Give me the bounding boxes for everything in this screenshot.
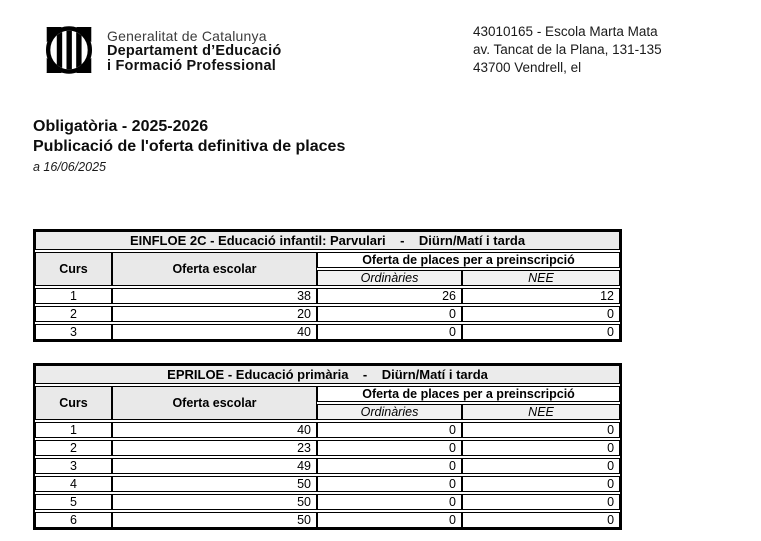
table-eprilloe-title: EPRILOE - Educació primària - Diürn/Matí i tarda: [35, 365, 620, 384]
table-row: [35, 422, 620, 438]
generalitat-logo-block: [46, 26, 92, 74]
cell-curs: 3: [35, 324, 112, 340]
cell-nee: 0: [462, 512, 620, 528]
document-date: a 16/06/2025: [33, 160, 106, 174]
cell-oferta: 50: [112, 476, 317, 492]
cell-nee: 0: [462, 440, 620, 456]
cell-nee: 0: [462, 422, 620, 438]
col-header-curs: Curs: [35, 386, 112, 420]
cell-ordinaries: 0: [317, 458, 462, 474]
col-header-ordinaries: Ordinàries: [317, 404, 462, 420]
cell-oferta: 49: [112, 458, 317, 474]
department-name-line2: i Formació Professional: [107, 58, 276, 74]
col-header-oferta-escolar: Oferta escolar: [112, 252, 317, 286]
col-header-curs: Curs: [35, 252, 112, 286]
col-header-nee: NEE: [462, 270, 620, 286]
cell-nee: 12: [462, 288, 620, 304]
document-title-block: [33, 117, 345, 174]
cell-curs: 1: [35, 422, 112, 438]
table-einfloe-title: EINFLOE 2C - Educació infantil: Parvulari - Diürn/Matí i tarda: [35, 231, 620, 250]
cell-curs: 1: [35, 288, 112, 304]
cell-ordinaries: 0: [317, 494, 462, 510]
cell-oferta: 38: [112, 288, 317, 304]
cell-oferta: 50: [112, 494, 317, 510]
generalitat-senyera-icon: [46, 26, 92, 74]
table-row: [35, 458, 620, 474]
department-name-line1: Departament d’Educació: [107, 43, 282, 59]
school-city: 43700 Vendrell, el: [473, 60, 582, 75]
cell-ordinaries: 0: [317, 306, 462, 322]
school-info-block: [473, 23, 662, 77]
cell-oferta: 40: [112, 422, 317, 438]
col-header-ordinaries: Ordinàries: [317, 270, 462, 286]
cell-ordinaries: 26: [317, 288, 462, 304]
document-title-line1: Obligatòria - 2025-2026: [33, 118, 209, 135]
cell-oferta: 20: [112, 306, 317, 322]
department-name-block: [107, 29, 281, 74]
cell-ordinaries: 0: [317, 440, 462, 456]
table-row: [35, 288, 620, 304]
col-header-preinscripcio-group: Oferta de places per a preinscripció: [317, 252, 620, 268]
table-row: [35, 324, 620, 340]
col-header-oferta-escolar: Oferta escolar: [112, 386, 317, 420]
cell-curs: 2: [35, 440, 112, 456]
cell-ordinaries: 0: [317, 512, 462, 528]
cell-ordinaries: 0: [317, 476, 462, 492]
cell-oferta: 23: [112, 440, 317, 456]
table-row: [35, 512, 620, 528]
table-row: [35, 494, 620, 510]
col-header-nee: NEE: [462, 404, 620, 420]
cell-nee: 0: [462, 494, 620, 510]
table-einfloe: [33, 229, 622, 342]
table-eprilloe: [33, 363, 622, 530]
cell-nee: 0: [462, 476, 620, 492]
cell-curs: 4: [35, 476, 112, 492]
cell-ordinaries: 0: [317, 422, 462, 438]
table-eprilloe-grid: [35, 363, 620, 530]
generalitat-name: Generalitat de Catalunya: [107, 28, 267, 44]
cell-curs: 6: [35, 512, 112, 528]
table-row: [35, 476, 620, 492]
school-code-name: 43010165 - Escola Marta Mata: [473, 24, 658, 39]
cell-nee: 0: [462, 458, 620, 474]
cell-oferta: 50: [112, 512, 317, 528]
cell-curs: 2: [35, 306, 112, 322]
col-header-preinscripcio-group: Oferta de places per a preinscripció: [317, 386, 620, 402]
document-title-line2: Publicació de l'oferta definitiva de places: [33, 138, 346, 155]
cell-oferta: 40: [112, 324, 317, 340]
table-row: [35, 306, 620, 322]
school-address: av. Tancat de la Plana, 131-135: [473, 42, 662, 57]
cell-ordinaries: 0: [317, 324, 462, 340]
table-row: [35, 440, 620, 456]
cell-curs: 5: [35, 494, 112, 510]
table-einfloe-grid: [35, 229, 620, 342]
cell-nee: 0: [462, 306, 620, 322]
cell-curs: 3: [35, 458, 112, 474]
cell-nee: 0: [462, 324, 620, 340]
